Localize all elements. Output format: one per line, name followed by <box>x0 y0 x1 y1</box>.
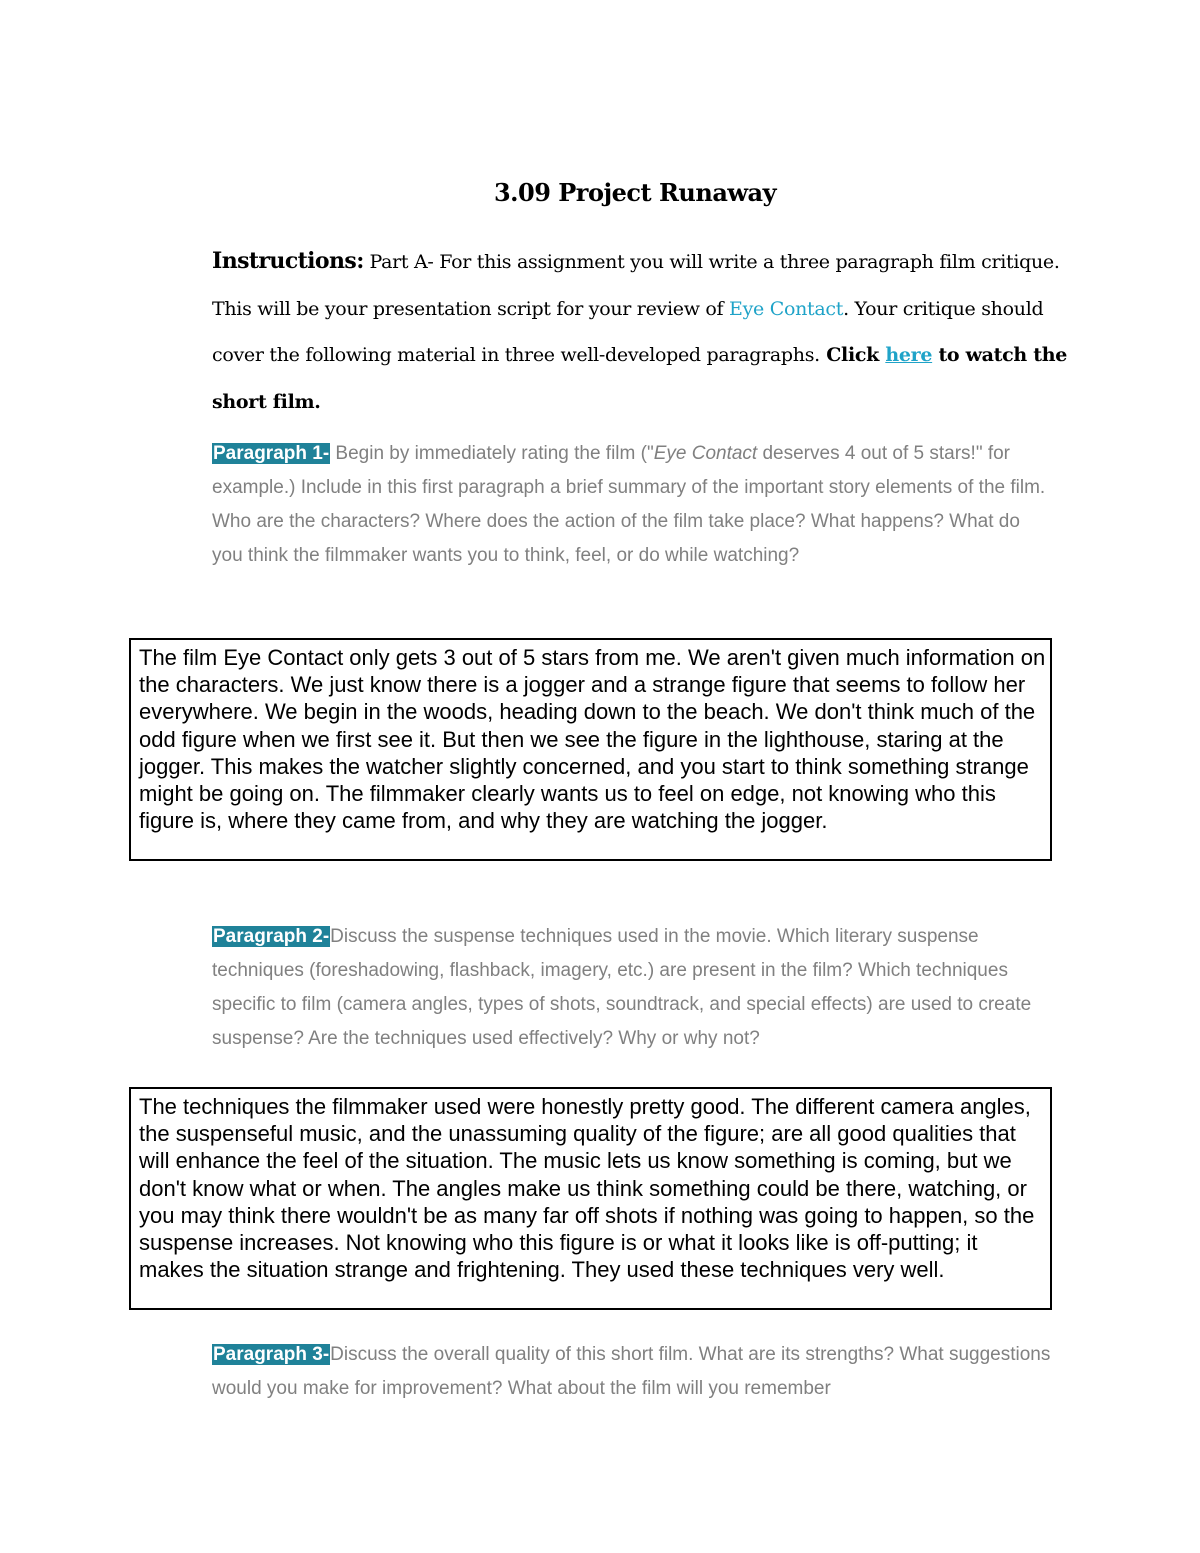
after-link-text: to watch the short film. <box>212 344 1068 413</box>
answer-1-box[interactable]: The film Eye Contact only gets 3 out of 5 stars from me. We aren't given much information on the characters. We just know there is a jogger and a strange figure that seems to follow her everywhere. We begin in the woods, heading down to the beach. We don't think much of the odd figure when we first see it. But then we see the figure in the lighthouse, staring at the jogger. This makes the watcher slightly concerned, and you start to think something strange might be going on. The filmmaker clearly wants us to feel on edge, not knowing who this figure is, where they came from, and why they are watching the jogger. <box>129 638 1052 861</box>
paragraph-3-prompt <box>212 1338 1052 1406</box>
answer-2-box[interactable]: The techniques the filmmaker used were honestly pretty good. The different camera angles, the suspenseful music, and the unassuming quality of the figure; are all good qualities that will enhance the feel of the situation. The music lets us know something is coming, but we don't know what or when. The angles make us think something could be there, watching, or you may think there wouldn't be as many far off shots if nothing was going to happen, so the suspense increases. Not knowing who this figure is or what it looks like is off-putting; it makes the situation strange and frightening. They used these techniques very well. <box>129 1087 1052 1310</box>
paragraph-1-text-a: Begin by immediately rating the film (" <box>330 443 654 464</box>
paragraph-2-text: Discuss the suspense techniques used in the movie. Which literary suspense techniques (foreshadowing, flashback, imagery, etc.) are present in the film? Which techniques specific to film (camera angles, types of shots, soundtrack, and special effects) are used to create suspense? Are the techniques used effectively? Why or why not? <box>212 926 1032 1049</box>
paragraph-3-text: Discuss the overall quality of this short film. What are its strengths? What suggestions would you make for improvement? What about the film will you remember <box>212 1344 1051 1399</box>
film-name: Eye Contact <box>729 297 844 320</box>
watch-film-link[interactable]: here <box>885 344 933 366</box>
instructions-text: Part A- For this assignment you will write a three paragraph film critique. This will be your presentation script for your review of <box>212 251 1060 320</box>
paragraph-1-text-b: deserves 4 out of 5 stars!" for example.) Include in this first paragraph a brief summary of the important story elements of the film. Who are the characters? Where does the action of the film take place? What happens? What do you think the filmmaker wants you to think, feel, or do while watching? <box>212 443 1046 566</box>
paragraph-1-film-italic: Eye Contact <box>653 443 758 464</box>
instructions-block <box>212 238 1082 425</box>
click-text: Click <box>819 344 886 366</box>
page-title: 3.09 Project Runaway <box>493 178 777 207</box>
paragraph-1-label: Paragraph 1- <box>213 443 330 464</box>
paragraph-3-label: Paragraph 3- <box>213 1344 330 1365</box>
paragraph-2-prompt <box>212 920 1052 1056</box>
instructions-text-after: . Your critique should cover the following material in three well-developed paragraphs. <box>212 297 1044 366</box>
instructions-label: Instructions: <box>212 248 364 274</box>
paragraph-1-prompt <box>212 437 1052 573</box>
paragraph-2-label: Paragraph 2- <box>213 926 330 947</box>
